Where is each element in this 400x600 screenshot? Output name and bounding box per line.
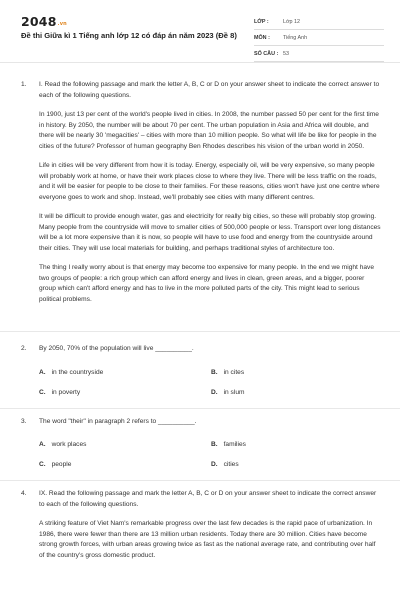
question-text: By 2050, 70% of the population will live __________.	[39, 345, 194, 352]
exam-meta	[254, 14, 384, 62]
meta-subject-value: Tiếng Anh	[283, 34, 308, 41]
answer-option-b[interactable]: B. families	[211, 441, 246, 448]
answer-option-d[interactable]: D. cities	[211, 461, 239, 468]
question-number: 4.	[21, 490, 27, 497]
passage-paragraph-3: It will be difficult to provide enough water, gas and electricity for really big cities, so these will probably stop growing. Many people from the countryside will move to smaller cities of 500,000 people or less. Transport over long distances will be a lot more expensive than it is now, so people will have to use food and energy from the countryside around their cities. They will use local materials for building, and perhaps traditional styles of architecture too.	[39, 213, 381, 252]
exam-title: Đề thi Giữa kì 1 Tiếng anh lớp 12 có đáp án năm 2023 (Đề 8)	[21, 31, 237, 40]
passage-paragraph-4: The thing I really worry about is that energy may become too expensive for many people. In the end we might have two groups of people: a rich group which can afford energy and lives in clean, green areas, and a bigger, poorer group which can't afford energy and has to live in the more polluted parts of the city. This might lead to serious political problems.	[39, 264, 374, 303]
page-header	[0, 0, 400, 60]
question-separator	[0, 408, 400, 409]
meta-count-row	[254, 46, 384, 62]
question-list	[21, 80, 381, 561]
answer-options	[21, 368, 381, 397]
meta-subject-label: MÔN :	[254, 34, 270, 41]
question-2	[21, 344, 381, 355]
question-3	[21, 417, 381, 428]
answer-option-a[interactable]: A. in the countryside	[39, 368, 104, 376]
meta-class-label: LỚP :	[254, 18, 269, 25]
answer-option-b[interactable]: B. in cites	[211, 368, 245, 376]
question-separator	[0, 480, 400, 481]
header-divider	[0, 62, 400, 63]
question-instruction: I. Read the following passage and mark the letter A, B, C or D on your answer sheet to indicate the correct answer to each of the following questions.	[39, 81, 380, 99]
passage-paragraph-1: A striking feature of Viet Nam's remarkable progress over the last few decades is the rapid pace of urbanization. In 1986, there were fewer than there are 13 million urban residents. Today there are 30 million. Cities have become strong growth forces, with urban areas growing twice as fast as the national average rate, and contributing over half of the country's gross domestic product.	[39, 520, 376, 559]
meta-class-row	[254, 14, 384, 30]
question-4	[21, 489, 381, 561]
question-1	[21, 80, 381, 305]
meta-count-label: SỐ CÂU :	[254, 50, 279, 57]
question-separator	[0, 331, 400, 332]
meta-class-value: Lớp 12	[283, 18, 301, 25]
answer-options	[21, 440, 381, 469]
logo-text: 2048	[21, 14, 57, 29]
passage-paragraph-1: In 1900, just 13 per cent of the world's people lived in cities. In 2008, the number passed 50 per cent for the first time in history. By 2050, the number will be about 70 per cent. The urban population in Asia and Africa will double, and there will be nearly 30 'megacities' – cities with more than 10 million people. So what will life be like for people in the cities of the future? Professor of human geography Ben Rhodes describes his vision of the urban world in 2050.	[39, 111, 379, 150]
answer-option-d[interactable]: D. in slum	[211, 388, 245, 396]
meta-subject-row	[254, 30, 384, 46]
question-instruction: IX. Read the following passage and mark the letter A, B, C or D on your answer sheet to indicate the correct answer to each of the following questions.	[39, 490, 377, 508]
answer-option-a[interactable]: A. work places	[39, 441, 87, 448]
answer-option-c[interactable]: C. in poverty	[39, 388, 81, 396]
passage-paragraph-2: Life in cities will be very different from how it is today. Energy, especially oil, will be very expensive, so many people will probably work at home, or have their work places close to where they live. There will be less traffic on the roads, and it will be easier for people to be close to their families. For these reasons, cities won't have just one centre where everyone goes to work and shop. Instead, we'll probably see cities with many different centres.	[39, 162, 380, 201]
question-text: The word "their" in paragraph 2 refers to __________.	[39, 417, 197, 425]
answer-option-c[interactable]: C. people	[39, 461, 72, 468]
logo-suffix: .vn	[57, 21, 67, 27]
question-number: 1.	[21, 81, 27, 88]
meta-count-value: 53	[283, 50, 289, 57]
site-logo[interactable]	[21, 14, 67, 29]
question-number: 3.	[21, 417, 27, 425]
question-number: 2.	[21, 345, 27, 352]
